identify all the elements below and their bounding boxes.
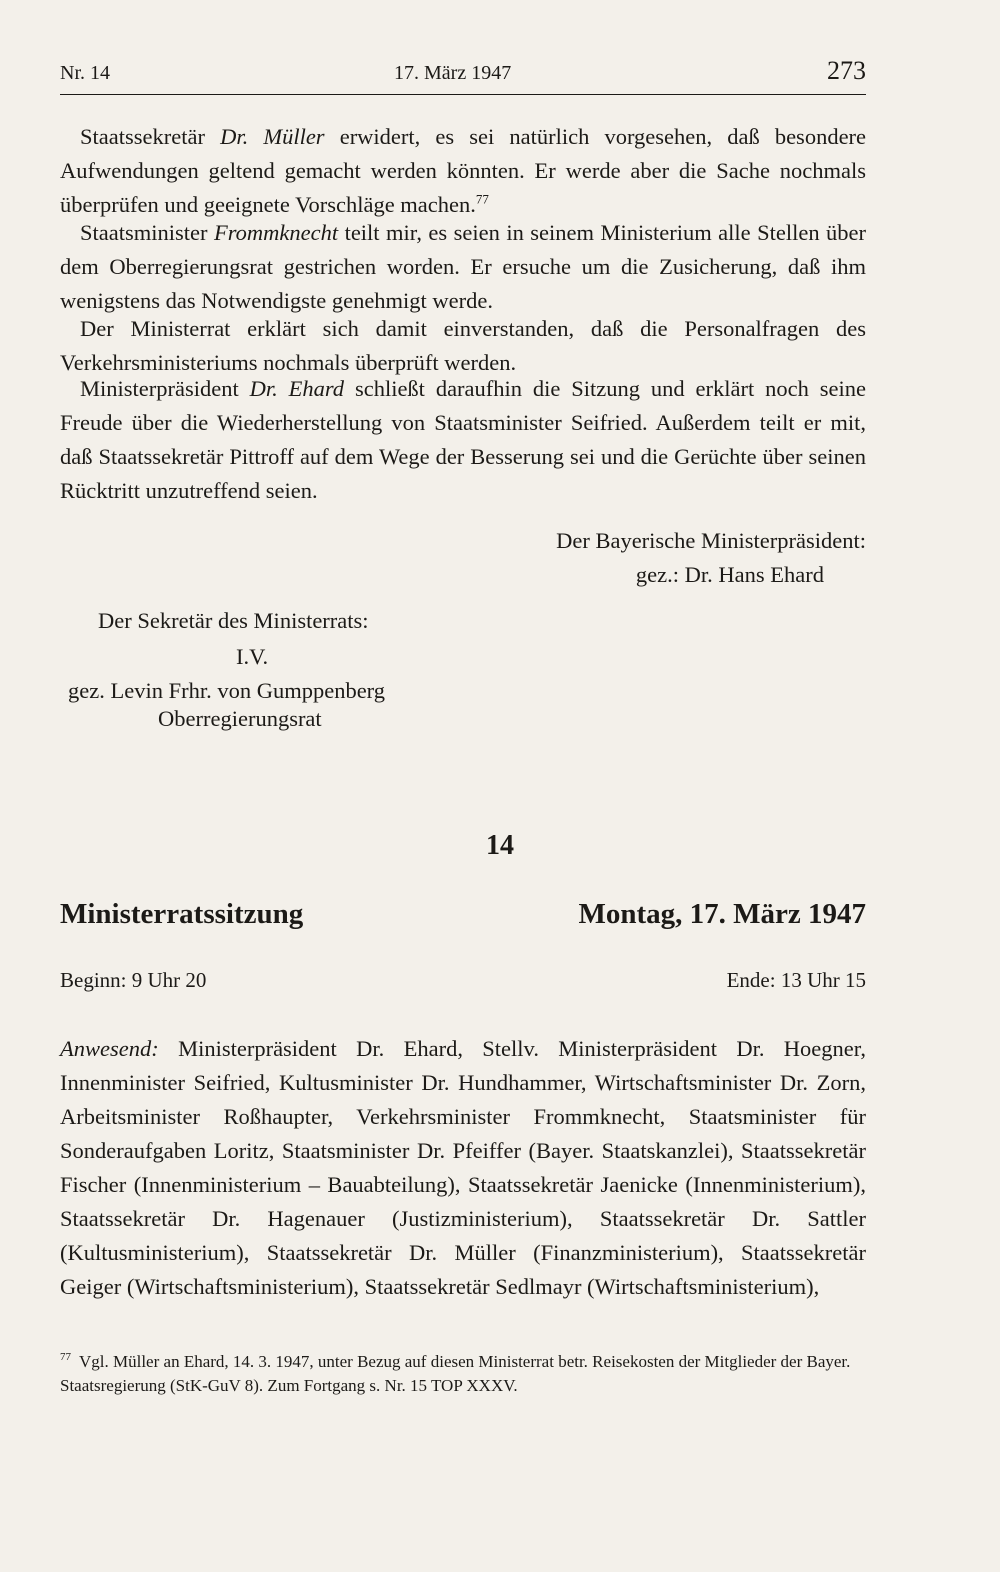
signature-secretary-name: gez. Levin Frhr. von Gumppenberg (68, 678, 386, 703)
signature-name: gez.: Dr. Hans Ehard (635, 562, 824, 587)
footnote-number: 77 (60, 1351, 71, 1364)
speaker-name: Frommknecht (213, 220, 339, 245)
footnote (60, 1350, 866, 1398)
signature-title: Der Bayerische Ministerpräsident: (556, 528, 866, 553)
attendance-list: Ministerpräsident Dr. Ehard, Stellv. Ministerpräsident Dr. Hoegner, Innenminister Seifried, Kultusminister Dr. Hundhammer, Wirtschaftsminister Dr. Zorn, Arbeitsminister Roßhaupter, Verkehrsminister Frommknecht, Staatsminister für Sonderaufgaben Loritz, Staatsminister Dr. Pfeiffer (Bayer. Staatskanzlei), Staatssekretär Fischer (Innenministerium – Bauabteilung), Staatssekretär Jaenicke (Innenministerium), Staatssekretär Dr. Hagenauer (Justizministerium), Staatssekretär Dr. Sattler (Kultusministerium), Staatssekretär Dr. Müller (Finanzministerium), Staatssekretär Geiger (Wirtschaftsministerium), Staatssekretär Sedlmayr (Wirtschaftsministerium), (60, 1036, 866, 1299)
paragraph-ministerrat (60, 312, 866, 380)
document-number: Nr. 14 (60, 62, 110, 84)
speaker-name: Dr. Ehard (249, 376, 345, 401)
meeting-heading (60, 898, 866, 944)
footnote-text: Vgl. Müller an Ehard, 14. 3. 1947, unter Bezug auf diesen Ministerrat betr. Reisekosten der Mitglieder der Bayer. Staatsregierung (StK-GuV 8). Zum Fortgang s. Nr. 15 TOP XXXV. (60, 1352, 851, 1395)
paragraph-text: schließt daraufhin die Sitzung und erklärt noch seine Freude über die Wiederherstellung von Staatsminister Seifried. Außerdem teilt er mit, daß Staatssekretär Pittroff auf dem Wege der Besserung sei und die Gerüchte über seinen Rücktritt unzutreffend seien. (60, 376, 866, 503)
signature-ministerpraesident (556, 524, 866, 592)
speaker-role: Ministerpräsident (80, 376, 239, 401)
signature-iv: I.V. (236, 644, 269, 669)
header-rule (60, 94, 866, 95)
paragraph-text: teilt mir, es seien in seinem Ministerium alle Stellen über dem Oberregierungsrat gestrichen worden. Er ersuche um die Zusicherung, daß ihm wenigstens das Notwendigste genehmigt werde. (60, 220, 867, 313)
footnote-reference: 77 (475, 191, 489, 207)
attendance-label: Anwesend: (60, 1036, 159, 1061)
meeting-end: Ende: 13 Uhr 15 (726, 968, 866, 992)
header-date: 17. März 1947 (394, 62, 512, 84)
section-number: 14 (486, 830, 514, 861)
meeting-date: Montag, 17. März 1947 (578, 898, 866, 930)
paragraph-text: erwidert, es sei natürlich vorgesehen, daß besondere Aufwendungen geltend gemacht werden könnten. Er werde aber die Sache nochmals überprüfen und geeignete Vorschläge machen. (60, 124, 867, 217)
speaker-role: Staatssekretär (80, 124, 205, 149)
signature-secretary-title: Der Sekretär des Ministerrats: (98, 608, 369, 633)
attendance-paragraph (60, 1032, 866, 1304)
meeting-begin: Beginn: 9 Uhr 20 (60, 968, 207, 992)
paragraph-mueller (60, 120, 866, 222)
page-number: 273 (827, 56, 866, 85)
speaker-name: Dr. Müller (220, 124, 325, 149)
running-header (60, 56, 866, 90)
paragraph-frommknecht (60, 216, 866, 318)
signature-secretary-rank: Oberregierungsrat (158, 706, 322, 731)
meeting-title: Ministerratssitzung (60, 898, 304, 930)
paragraph-text: Der Ministerrat erklärt sich damit einverstanden, daß die Personalfragen des Verkehrsministeriums nochmals überprüft werden. (60, 316, 866, 375)
meeting-times (60, 968, 866, 998)
paragraph-ehard (60, 372, 866, 508)
speaker-role: Staatsminister (80, 220, 208, 245)
